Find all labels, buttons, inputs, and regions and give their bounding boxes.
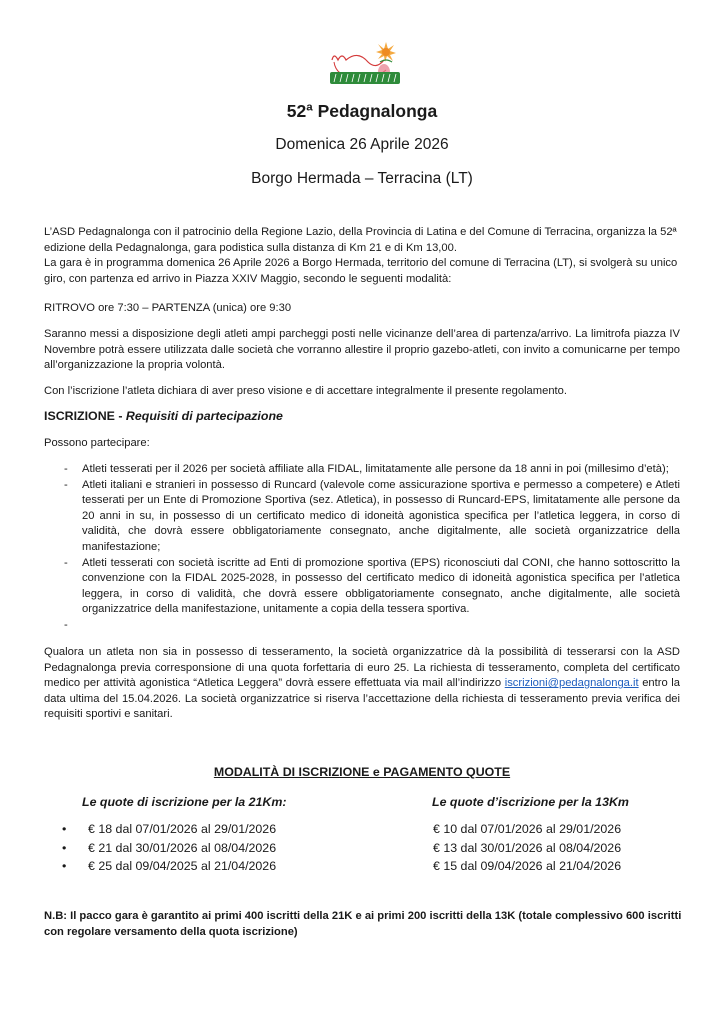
- fee-text: € 21 dal 30/01/2026 al 08/04/2026: [88, 840, 277, 855]
- requirement-text: Atleti tesserati con società iscritte ad Enti di promozione sportiva (EPS) riconosciuti dal CONI, che hanno sottoscritto la convenzione con la FIDAL 2025-2028, in possesso del certificato medico di idoneità agonistica specifica per l’atletica leggera, in corso di validità, che dovrà essere obbligatoriamente consegnato, anche digitalmente, alle società organizzatrice della manifestazione, unitamente a copia della tessera sportiva.: [82, 556, 680, 616]
- fees-13km-list: [433, 820, 621, 876]
- participants-lead: Possono partecipare:: [44, 437, 150, 449]
- dash-bullet: -: [64, 463, 68, 475]
- email-link[interactable]: iscrizioni@pedagnalonga.it: [504, 677, 639, 690]
- event-title: 52ª Pedagnalonga: [286, 101, 438, 121]
- bullet-icon: •: [62, 840, 67, 855]
- intro-paragraph: [44, 225, 680, 287]
- list-item: [60, 857, 276, 876]
- list-item: [44, 618, 680, 634]
- list-item: € 10 dal 07/01/2026 al 29/01/2026: [433, 822, 622, 836]
- membership-text-before: Qualora un atleta non sia in possesso di tesseramento, la società organizzatrice dà la possibilità di tesserarsi con la ASD Pedagnalonga previa corresponsione di una quota forfettaria di euro 25. La richiesta di tesseramento, completa del certificato medico per attività agonistica “Atletica Leggera” dovrà essere effettuata via mail all’indirizzo: [44, 646, 680, 690]
- list-item: [44, 462, 680, 478]
- dash-bullet: -: [64, 478, 68, 491]
- iscrizione-heading: [44, 409, 283, 423]
- list-item: [60, 820, 276, 839]
- list-item: [44, 478, 680, 556]
- fee-text: € 18 dal 07/01/2026 al 29/01/2026: [88, 822, 277, 836]
- dash-bullet: -: [64, 618, 68, 631]
- event-location: Borgo Hermada – Terracina (LT): [251, 170, 473, 187]
- dash-bullet: -: [64, 556, 68, 569]
- iscrizione-heading-bold: ISCRIZIONE -: [44, 409, 126, 423]
- bullet-icon: •: [62, 859, 67, 874]
- list-item: [60, 839, 276, 858]
- fees-21km-list: [60, 820, 276, 876]
- list-item: [44, 556, 680, 618]
- fee-text: € 25 dal 09/04/2025 al 21/04/2026: [88, 859, 277, 874]
- fees-heading: MODALITÀ DI ISCRIZIONE e PAGAMENTO QUOTE: [213, 765, 511, 779]
- schedule-text: RITROVO ore 7:30 – PARTENZA (unica) ore 9:30: [44, 302, 292, 314]
- event-date: Domenica 26 Aprile 2026: [275, 136, 449, 153]
- race-pack-note: N.B: Il pacco gara è garantito ai primi 400 iscritti della 21K e ai primi 200 iscritti della 13K (totale complessivo 600 iscritti con regolare versamento della quota iscrizione): [44, 910, 682, 938]
- intro-text-2: La gara è in programma domenica 26 Aprile 2026 a Borgo Hermada, territorio del comune di Terracina (LT), si svolgerà su unico giro, con partenza ed arrivo in Piazza XXIV Maggio, secondo le seguenti modalità:: [44, 257, 678, 285]
- requirement-text: Atleti italiani e stranieri in possesso di Runcard (valevole come assicurazione sportiva e permesso a competere) e Atleti tesserati per un Ente di Promozione Sportiva (sez. Atletica), in possesso di Runcard-EPS, limitatamente alle persone da 20 anni in su, in possesso di un certificato medico di idoneità agonistica specifica per l’atletica leggera, in corso di validità, che dovrà essere obbligatoriamente consegnato, anche digitalmente, alle società organizzatrice della manifestazione;: [82, 478, 680, 553]
- parking-paragraph: Saranno messi a disposizione degli atleti ampi parcheggi posti nelle vicinanze dell’area di partenza/arrivo. La limitrofa piazza IV Novembre potrà essere utilizzata dalle società che vorranno allestire il proprio gazebo-atleti, con invito a comunicarne per tempo all’organizzazione la propria volontà.: [44, 328, 680, 372]
- membership-text-after: entro la data ultima del 15.04.2026. La società organizzatrice si riserva l’accettazione della richiesta di tesseramento previa verifica dei requisiti sportivi e sanitari.: [44, 677, 680, 721]
- fees-13km-title: Le quote d’iscrizione per la 13Km: [432, 795, 629, 809]
- bullet-icon: •: [62, 822, 67, 836]
- requirements-list: [44, 462, 680, 634]
- list-item: € 15 dal 09/04/2026 al 21/04/2026: [433, 859, 622, 874]
- iscrizione-heading-italic: Requisiti di partecipazione: [125, 409, 283, 423]
- pedagnalonga-logo-icon: [324, 38, 406, 88]
- acceptance-paragraph: Con l’iscrizione l’atleta dichiara di aver preso visione e di accettare integralmente il presente regolamento.: [44, 385, 567, 397]
- fees-21km-title: Le quote di iscrizione per la 21Km:: [82, 795, 287, 809]
- intro-text-1: L’ASD Pedagnalonga con il patrocinio della Regione Lazio, della Provincia di Latina e del Comune di Terracina, organizza la 52ª edizione della Pedagnalonga, gara podistica sulla distanza di Km 21 e di Km 13,00.: [44, 226, 677, 254]
- list-item: € 13 dal 30/01/2026 al 08/04/2026: [433, 840, 622, 855]
- membership-paragraph: [44, 645, 680, 723]
- requirement-text: Atleti tesserati per il 2026 per società affiliate alla FIDAL, limitatamente alle persone da 18 anni in poi (millesimo d’età);: [82, 463, 669, 475]
